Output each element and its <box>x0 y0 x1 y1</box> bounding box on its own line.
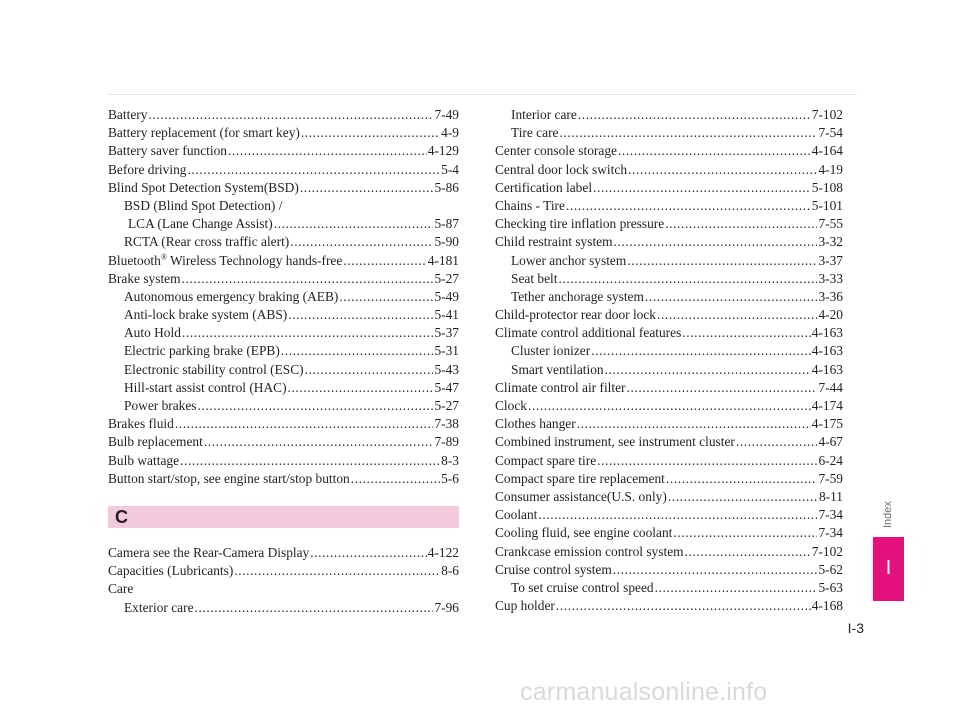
leader-dots <box>618 142 811 160</box>
leader-dots <box>682 324 810 342</box>
entry-page-ref[interactable]: 5-101 <box>811 197 843 213</box>
index-entry <box>108 415 459 433</box>
entry-term-text: Hill-start assist control (HAC) <box>124 379 287 395</box>
leader-dots <box>274 215 434 233</box>
entry-term-text: Chains - Tire <box>495 197 565 213</box>
entry-term <box>108 106 147 124</box>
entry-term-text: Tether anchorage system <box>511 288 644 304</box>
entry-term-text: Care <box>108 581 134 597</box>
index-entry <box>108 397 459 415</box>
entry-term <box>108 252 342 270</box>
leader-dots <box>627 252 817 270</box>
entry-term-text: Button start/stop, see engine start/stop button <box>108 470 350 486</box>
leader-dots <box>645 288 818 306</box>
entry-term-text: Battery replacement (for smart key) <box>108 125 300 141</box>
entry-term <box>128 215 273 233</box>
entry-term-text: Interior care <box>511 107 577 122</box>
index-entry <box>495 524 843 542</box>
entry-term-text: Auto Hold <box>124 325 181 341</box>
index-entry <box>495 161 843 179</box>
entry-term-text: LCA (Lane Change Assist) <box>128 216 273 232</box>
entry-term <box>495 415 576 433</box>
index-entry <box>108 433 459 451</box>
entry-page-ref[interactable]: 5-41 <box>434 307 459 323</box>
index-entries-c <box>108 544 459 617</box>
entry-term <box>124 288 338 306</box>
index-entry <box>108 161 459 179</box>
entry-page-ref[interactable]: 7-55 <box>818 216 843 232</box>
entry-term <box>495 397 527 415</box>
index-entry <box>495 361 843 379</box>
index-entry <box>108 379 459 397</box>
entry-page-ref[interactable]: 7-38 <box>434 416 459 432</box>
entry-term-text: Tire care <box>511 125 559 141</box>
index-entry <box>495 543 843 561</box>
index-entry <box>495 142 843 160</box>
leader-dots <box>305 361 434 379</box>
entry-term-text: Certification label <box>495 179 593 195</box>
index-entry <box>108 342 459 360</box>
entry-term-text: Battery <box>108 107 148 122</box>
leader-dots <box>614 233 818 251</box>
entry-term <box>495 452 596 470</box>
entry-page-ref[interactable]: 4-174 <box>811 398 843 413</box>
leader-dots <box>528 397 811 415</box>
entry-term <box>495 561 612 579</box>
index-entry <box>108 270 459 288</box>
index-entry <box>108 233 459 251</box>
entry-term-text: Cluster ionizer <box>511 343 591 359</box>
entry-term-text: Capacities (Lubricants) <box>108 563 234 579</box>
entry-page-ref[interactable]: 7-54 <box>818 125 843 141</box>
entry-term <box>495 324 681 342</box>
entry-term <box>124 306 287 324</box>
index-entry <box>495 433 843 451</box>
leader-dots <box>559 124 817 142</box>
side-index-label: Index <box>882 501 894 528</box>
entry-page-ref[interactable]: 5-63 <box>818 579 843 595</box>
leader-dots <box>281 342 434 360</box>
entry-term <box>124 324 181 342</box>
leader-dots <box>339 288 433 306</box>
index-entry <box>108 544 459 562</box>
entry-term <box>124 197 282 215</box>
index-entries-right <box>495 106 843 615</box>
entry-term <box>511 342 590 360</box>
leader-dots <box>591 342 811 360</box>
entry-page-ref[interactable]: 7-89 <box>434 434 459 450</box>
index-entry <box>108 179 459 197</box>
entry-term-text: Child-protector rear door lock <box>495 307 657 323</box>
entry-page-ref[interactable]: 3-36 <box>818 288 843 304</box>
entry-page-ref[interactable]: 4-163 <box>811 361 843 377</box>
index-entry <box>108 215 459 233</box>
index-entry <box>495 106 843 124</box>
leader-dots <box>180 452 440 470</box>
entry-page-ref[interactable]: 5-62 <box>818 561 843 577</box>
leader-dots <box>577 415 811 433</box>
entry-term-text: To set cruise control speed <box>511 579 654 595</box>
entry-page-ref[interactable]: 4-129 <box>427 143 459 159</box>
leader-dots <box>685 543 811 561</box>
leader-dots <box>593 179 811 197</box>
entry-term-text: Electronic stability control (ESC) <box>124 361 304 377</box>
leader-dots <box>195 599 434 617</box>
entry-term <box>511 252 626 270</box>
entry-term-text: Coolant <box>495 507 538 523</box>
leader-dots <box>310 544 427 562</box>
entry-page-ref[interactable]: 8-11 <box>818 488 843 504</box>
index-entry <box>108 288 459 306</box>
entry-term <box>108 452 179 470</box>
entry-term <box>124 599 194 617</box>
top-rule <box>108 94 857 95</box>
leader-dots <box>300 179 434 197</box>
leader-dots <box>290 233 433 251</box>
index-entry <box>495 306 843 324</box>
entry-term <box>495 142 617 160</box>
entry-term-text: Cup holder <box>495 598 555 614</box>
entry-term <box>511 124 558 142</box>
entry-term <box>495 161 627 179</box>
entry-page-ref[interactable]: 5-49 <box>434 288 459 304</box>
index-entry <box>495 215 843 233</box>
entry-term <box>124 342 280 360</box>
entry-term-text: Bulb replacement <box>108 434 203 450</box>
index-entry <box>108 306 459 324</box>
entry-term <box>495 433 735 451</box>
entry-page-ref[interactable]: 3-37 <box>818 252 843 268</box>
entry-term <box>124 379 287 397</box>
entry-term <box>124 233 289 251</box>
index-entry <box>108 197 459 215</box>
leader-dots <box>668 488 818 506</box>
leader-dots <box>657 306 817 324</box>
entry-page-ref[interactable]: 5-4 <box>441 161 459 177</box>
index-entry <box>108 452 459 470</box>
entry-page-ref[interactable]: 3-32 <box>818 234 843 250</box>
leader-dots <box>204 433 434 451</box>
entry-page-ref[interactable]: 7-59 <box>818 470 843 486</box>
entry-term-text: Bluetooth <box>108 252 161 268</box>
leader-dots <box>578 106 811 124</box>
entry-page-ref[interactable]: 8-6 <box>441 563 459 579</box>
entry-term <box>495 470 665 488</box>
entry-term-text: Autonomous emergency braking (AEB) <box>124 288 339 304</box>
side-index-tab[interactable] <box>873 537 904 601</box>
leader-dots <box>234 562 440 580</box>
entry-term-text: Cooling fluid, see engine coolant <box>495 525 673 541</box>
leader-dots <box>597 452 817 470</box>
index-entry <box>495 124 843 142</box>
entry-page-ref[interactable]: 5-6 <box>441 470 459 486</box>
entry-term-text: Wireless Technology hands-free <box>166 252 343 268</box>
entry-page-ref[interactable]: 5-86 <box>434 179 459 195</box>
entry-page-ref[interactable]: 5-47 <box>434 379 459 395</box>
entry-term <box>495 379 626 397</box>
entry-term-text: Power brakes <box>124 398 197 413</box>
entry-page-ref[interactable]: 7-44 <box>818 379 843 395</box>
entry-page-ref[interactable]: 7-102 <box>811 543 843 559</box>
entry-term <box>495 506 537 524</box>
entry-page-ref[interactable]: 4-164 <box>811 143 843 159</box>
entry-term <box>108 124 300 142</box>
entry-term-text: Brake system <box>108 270 181 286</box>
left-column <box>108 106 459 617</box>
side-tab-letter: I <box>885 557 892 579</box>
entry-page-ref[interactable]: 7-96 <box>434 599 459 615</box>
section-header-c <box>108 506 459 528</box>
entry-page-ref[interactable]: 7-34 <box>818 525 843 541</box>
leader-dots <box>288 306 433 324</box>
entry-term-text: Bulb wattage <box>108 452 180 468</box>
index-entry <box>108 324 459 342</box>
index-entry <box>495 561 843 579</box>
page-number: I-3 <box>847 620 864 636</box>
entry-page-ref[interactable]: 4-163 <box>811 325 843 341</box>
leader-dots <box>187 161 440 179</box>
leader-dots <box>627 379 818 397</box>
watermark: carmanualsonline.info <box>520 678 768 706</box>
entry-term-text: Brakes fluid <box>108 416 174 432</box>
leader-dots <box>558 270 817 288</box>
entry-term-text: Blind Spot Detection System(BSD) <box>108 179 299 195</box>
entry-term-text: Climate control air filter <box>495 379 626 395</box>
registered-mark: ® <box>160 252 167 262</box>
leader-dots <box>605 361 811 379</box>
entry-term <box>108 161 186 179</box>
leader-dots <box>665 215 817 233</box>
entry-term <box>108 544 309 562</box>
entry-term <box>511 361 604 379</box>
entry-term <box>108 470 350 488</box>
index-entry <box>495 452 843 470</box>
index-entry <box>495 288 843 306</box>
entry-term-text: RCTA (Rear cross traffic alert) <box>124 234 290 250</box>
entry-term <box>511 579 654 597</box>
leader-dots <box>673 524 817 542</box>
entry-term-text: Center console storage <box>495 143 617 159</box>
entry-page-ref[interactable]: 6-24 <box>818 452 843 468</box>
leader-dots <box>288 379 434 397</box>
entry-term-text: Consumer assistance(U.S. only) <box>495 488 667 504</box>
index-entry <box>495 233 843 251</box>
entry-page-ref[interactable]: 4-19 <box>818 161 843 177</box>
entry-term <box>495 488 667 506</box>
index-entry <box>495 179 843 197</box>
entry-page-ref[interactable]: 4-175 <box>811 416 843 432</box>
entry-page-ref[interactable]: 7-34 <box>818 507 843 523</box>
entry-term <box>108 270 181 288</box>
index-entry <box>108 106 459 124</box>
entry-term <box>124 361 304 379</box>
entry-page-ref[interactable]: 8-3 <box>441 452 459 468</box>
entry-page-ref[interactable]: 4-67 <box>818 434 843 450</box>
entry-term-text: Clock <box>495 398 527 413</box>
leader-dots <box>351 470 440 488</box>
index-entry <box>495 379 843 397</box>
entry-term <box>495 524 672 542</box>
index-entry <box>495 597 843 615</box>
index-entry <box>495 470 843 488</box>
entry-term <box>124 397 197 415</box>
entry-page-ref[interactable]: 3-33 <box>818 270 843 286</box>
index-entry <box>495 342 843 360</box>
right-column <box>495 106 843 615</box>
entry-page-ref[interactable]: 4-181 <box>427 252 459 268</box>
entry-term-text: Compact spare tire replacement <box>495 470 665 486</box>
entry-term-text: Seat belt <box>511 270 558 286</box>
entry-term <box>511 106 577 124</box>
entry-term <box>108 179 299 197</box>
index-entry <box>108 252 459 270</box>
entry-term-text: Before driving <box>108 161 187 177</box>
leader-dots <box>175 415 434 433</box>
index-entry <box>108 562 459 580</box>
entry-page-ref[interactable]: 4-9 <box>441 125 459 141</box>
index-entry <box>495 488 843 506</box>
entry-term <box>108 415 174 433</box>
leader-dots <box>148 106 433 124</box>
leader-dots <box>628 161 817 179</box>
entry-page-ref[interactable]: 5-108 <box>811 179 843 195</box>
leader-dots <box>538 506 817 524</box>
index-entry <box>495 506 843 524</box>
entry-term <box>495 597 555 615</box>
index-entry <box>495 579 843 597</box>
entry-term-text: Electric parking brake (EPB) <box>124 343 280 359</box>
entry-term-text: Battery saver function <box>108 143 227 159</box>
entry-term-text: Exterior care <box>124 599 194 615</box>
entry-term <box>495 197 565 215</box>
leader-dots <box>655 579 818 597</box>
entry-term <box>495 215 664 233</box>
leader-dots <box>736 433 818 451</box>
leader-dots <box>613 561 818 579</box>
entry-page-ref[interactable]: 5-87 <box>434 216 459 232</box>
entry-term-text: Camera see the Rear-Camera Display <box>108 544 310 560</box>
entry-term-text: BSD (Blind Spot Detection) / <box>124 197 283 213</box>
leader-dots <box>556 597 811 615</box>
index-entry <box>108 361 459 379</box>
index-entry <box>108 470 459 488</box>
entry-page-ref[interactable]: 5-31 <box>434 343 459 359</box>
entry-term-text: Combined instrument, see instrument cluster <box>495 434 735 450</box>
entry-term-text: Central door lock switch <box>495 161 628 177</box>
leader-dots <box>198 397 434 415</box>
entry-term <box>108 142 227 160</box>
entry-term <box>495 179 592 197</box>
leader-dots <box>566 197 811 215</box>
section-letter: C <box>115 506 128 527</box>
entry-page-ref[interactable]: 4-20 <box>818 307 843 323</box>
entry-term <box>495 233 613 251</box>
leader-dots <box>228 142 427 160</box>
leader-dots <box>182 324 434 342</box>
entry-term <box>511 270 557 288</box>
leader-dots <box>666 470 818 488</box>
entry-term-text: Cruise control system <box>495 561 612 577</box>
leader-dots <box>301 124 440 142</box>
index-entries-b <box>108 106 459 488</box>
index-entry <box>495 270 843 288</box>
entry-term <box>511 288 644 306</box>
index-entry <box>108 142 459 160</box>
entry-page-ref[interactable]: 5-37 <box>434 325 459 341</box>
entry-page-ref[interactable]: 4-163 <box>811 343 843 359</box>
entry-page-ref[interactable]: 5-90 <box>434 234 459 250</box>
entry-term-text: Climate control additional features <box>495 325 682 341</box>
entry-term-text: Crankcase emission control system <box>495 543 684 559</box>
entry-term <box>108 433 203 451</box>
entry-page-ref[interactable]: 4-122 <box>427 544 459 560</box>
leader-dots <box>343 252 426 270</box>
index-entry <box>495 252 843 270</box>
entry-term <box>495 543 684 561</box>
entry-page-ref[interactable]: 7-49 <box>434 107 459 122</box>
index-entry <box>495 415 843 433</box>
index-entry <box>108 124 459 142</box>
entry-term-text: Smart ventilation <box>511 361 604 377</box>
index-entry <box>495 324 843 342</box>
entry-term-text: Compact spare tire <box>495 452 597 468</box>
leader-dots <box>182 270 434 288</box>
entry-term <box>108 562 233 580</box>
entry-term-text: Child restraint system <box>495 234 613 250</box>
entry-term-text: Anti-lock brake system (ABS) <box>124 307 288 323</box>
entry-page-ref[interactable]: 4-168 <box>811 598 843 614</box>
entry-page-ref[interactable]: 5-27 <box>434 398 459 413</box>
index-entry <box>108 580 459 598</box>
entry-term-text: Checking tire inflation pressure <box>495 216 665 232</box>
index-entry <box>495 397 843 415</box>
index-entry <box>108 599 459 617</box>
entry-term <box>108 580 133 598</box>
entry-page-ref[interactable]: 7-102 <box>811 107 843 122</box>
entry-term-text: Clothes hanger <box>495 416 576 432</box>
entry-term-text: Lower anchor system <box>511 252 627 268</box>
index-entry <box>495 197 843 215</box>
entry-page-ref[interactable]: 5-43 <box>434 361 459 377</box>
entry-page-ref[interactable]: 5-27 <box>434 270 459 286</box>
entry-term <box>495 306 656 324</box>
